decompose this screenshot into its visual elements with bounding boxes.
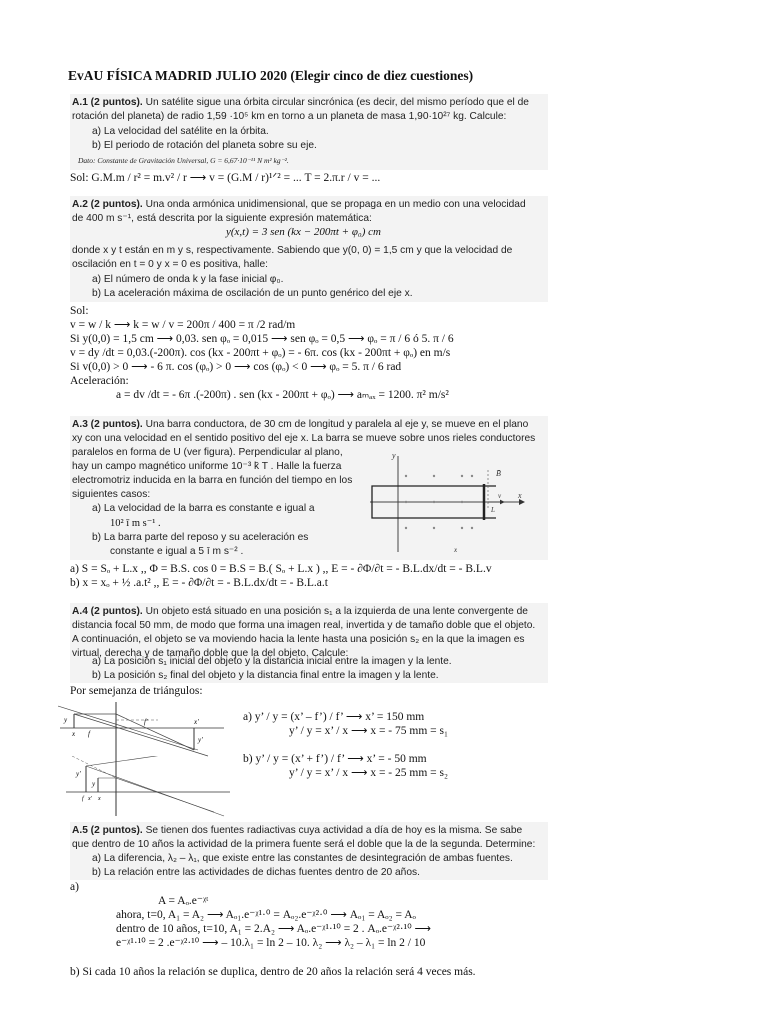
a1-item-b: b) El periodo de rotación del planeta sobre su eje. [92,140,317,151]
a4-fig2-y2: y' [76,770,81,778]
a2-sol-3: v = dy /dt = 0,03.(-200π). cos (kx - 200πt + φₒ) = - 6π. cos (kx - 200πt + φₒ) en m/s [70,347,451,359]
a4-item-a: a) La posición s₁ inicial del objeto y la distancia inicial entre la imagen y la lente. [92,656,452,667]
a1-line2: rotación del planeta) de radio 1,59 ·10⁵ km en torno a un planeta de masa 1,90·10²⁷ kg. Calcule: [72,111,507,122]
question-a4 [70,603,548,683]
a1-line1: Un satélite sigue una órbita circular sincrónica (es decir, del mismo período que el de [145,97,529,108]
a1-solution: Sol: G.M.m / r² = m.v² / r ⟶ v = (G.M / r)¹ᐟ² = ... T = 2.π.r / v = ... [70,172,381,184]
a3-line4: hay un campo magnético uniforme 10⁻³ k̄ T . Halle la fuerza [72,461,342,472]
a2-sol-2: Si y(0,0) = 1,5 cm ⟶ 0,03. sen φₒ = 0,015 ⟶ sen φₒ = 0,5 ⟶ φₒ = π / 6 ó 5. π / 6 [70,333,454,345]
a3-fig-v-label: v [498,492,502,500]
a4-item-b: b) La posición s₂ final del objeto y la distancia final entre la imagen y la lente. [92,670,439,681]
a4-fig1-y: y [64,716,68,724]
a4-fig2-x: x [98,796,101,802]
question-a5 [70,822,548,880]
a1-item-a: a) La velocidad del satélite en la órbita. [92,126,269,137]
a4-solution-b1: b) y’ / y = (x’ + f’) / f’ ⟶ x’ = - 50 mm [243,753,427,765]
a4-fig1-f2: f' [144,718,148,726]
a4-solution-b2: y’ / y = x’ / x ⟶ x = - 25 mm = s₂ [289,767,448,779]
a3-solution-b: b) x = xₒ + ½ .a.t² ,, E = - ∂Φ/∂t = - B.L.dx/dt = - B.L.a.t [70,577,328,589]
a3-fig-b-label: B̄ [496,469,501,478]
a2-line4: oscilación en t = 0 y x = 0 es positiva, halle: [72,259,268,270]
a2-line3: donde x y t están en m y s, respectivamente. Sabiendo que y(0, 0) = 1,5 cm y que la velocidad de [72,245,513,256]
a5-solution-b: b) Si cada 10 años la relación se duplica, dentro de 20 años la relación será 4 veces más. [70,966,476,978]
a3-item-b: b) La barra parte del reposo y su aceleración es [92,532,309,543]
a3-fig-x-label: x [518,491,522,500]
a3-line3: paralelos en forma de U (ver figura). Perpendicular al plano, [72,447,343,458]
question-a2 [70,196,548,302]
a5-item-b: b) La relación entre las actividades de dichas fuentes dentro de 20 años. [92,867,420,878]
a5-heading: A.5 (2 puntos). [72,825,143,836]
a5-solution-1: A = Aₒ.e⁻ᵡᵗ [158,895,209,907]
a3-item-b-value: constante e igual a 5 ī m s⁻² . [110,546,244,557]
a3-figure [364,448,540,558]
a4-fig1-x: x [72,730,76,738]
a1-heading: A.1 (2 puntos). [72,97,143,108]
a3-line1: Una barra conductora, de 30 cm de longitud y paralela al eje y, se mueve en el plano [145,419,529,430]
a3-line6: siguientes casos: [72,489,151,500]
a2-line1: Una onda armónica unidimensional, que se propaga en un medio con una velocidad [145,199,526,210]
a4-solution-a1: a) y’ / y = (x’ – f’) / f’ ⟶ x’ = 150 mm [243,711,425,723]
a2-sol-4: Si v(0,0) > 0 ⟶ - 6 π. cos (φₒ) > 0 ⟶ cos (φₒ) < 0 ⟶ φₒ = 5. π / 6 rad [70,361,402,373]
a5-solution-4: e⁻ᵡ¹·¹⁰ = 2 .e⁻ᵡ²·¹⁰ ⟶ – 10.λ₁ = ln 2 – 10. λ₂ ⟶ λ₂ – λ₁ = ln 2 / 10 [116,937,426,949]
a3-fig-y-label: y [392,451,396,460]
a4-line3: A continuación, el objeto se va moviendo hacia la lente hasta una posición s₂ en la que la imagen es [72,634,525,645]
a3-solution-a: a) S = Sₒ + L.x ,, Φ = B.S. cos 0 = B.S = B.( Sₒ + L.x ) ,, E = - ∂Φ/∂t = - B.L.dx/dt = - B.L.v [70,563,492,575]
a2-sol-6: a = dv /dt = - 6π .(-200π) . sen (kx - 200πt + φₒ) ⟶ aₘₐₓ = 1200. π² m/s² [116,389,449,401]
a5-line2: que dentro de 10 años la actividad de la primera fuente será el doble que la de la segunda. Determine: [72,839,536,850]
a1-dato: Dato: Constante de Gravitación Universal, G = 6,67·10⁻¹¹ N m² kg⁻². [78,156,289,165]
a3-line5: electromotriz inducida en la barra en función del tiempo en los [72,475,353,486]
a2-sol-5: Aceleración: [70,375,129,387]
a5-line1: Se tienen dos fuentes radiactivas cuya actividad a día de hoy es la misma. Se sabe [145,825,523,836]
a2-item-a: a) El número de onda k y la fase inicial φ₀. [92,274,284,285]
a4-line1: Un objeto está situado en una posición s₁ a la izquierda de una lente convergente de [145,606,528,617]
a3-fig-x2-label: x [454,546,458,554]
page-title: EvAU FÍSICA MADRID JULIO 2020 (Elegir cinco de diez cuestiones) [68,68,474,83]
a4-fig2-f: f [82,796,84,802]
a4-fig2-y: y [92,780,96,788]
a2-equation: y(x,t) = 3 sen (kx − 200πt + φ₀) cm [226,226,381,238]
a3-fig-l-label: L [491,506,495,514]
a4-fig1-x2: x' [194,718,199,726]
a4-figure-virtual-image [64,756,234,818]
a4-fig1-y2: y' [198,736,203,744]
a4-fig2-x2: x' [88,796,92,802]
a2-sol-1: v = w / k ⟶ k = w / v = 200π / 400 = π /2 rad/m [70,319,296,331]
a3-item-a-value: 10² ī m s⁻¹ . [110,518,161,529]
a2-line2: de 400 m s⁻¹, está descrita por la siguiente expresión matemática: [72,213,372,224]
a4-line4: virtual, derecha y de tamaño doble que la del objeto. Calcule: [72,648,349,659]
a5-solution-3: dentro de 10 años, t=10, A₁ = 2.A₂ ⟶ Aₒ.e⁻ᵡ¹·¹⁰ = 2 . Aₒ.e⁻ᵡ²·¹⁰ ⟶ [116,923,432,935]
a2-sol-0: Sol: [70,305,89,317]
a4-line2: distancia focal 50 mm, de modo que forma una imagen real, invertida y de tamaño doble que el objeto. [72,620,536,631]
a5-solution-2: ahora, t=0, A₁ = A₂ ⟶ Aₒ₁.e⁻ᵡ¹·⁰ = Aₒ₂.e⁻ᵡ²·⁰ ⟶ Aₒ₁ = Aₒ₂ = Aₒ [116,909,416,921]
a2-heading: A.2 (2 puntos). [72,199,143,210]
a4-heading: A.4 (2 puntos). [72,606,143,617]
a4-semejanza: Por semejanza de triángulos: [70,685,203,697]
a4-solution-a2: y’ / y = x’ / x ⟶ x = - 75 mm = s₁ [289,725,448,737]
a4-figure-real-image [58,700,228,762]
a4-fig1-f: f [88,730,90,738]
a3-item-a: a) La velocidad de la barra es constante e igual a [92,503,315,514]
a5-item-a: a) La diferencia, λ₂ – λ₁, que existe entre las constantes de desintegración de ambas fuentes. [92,853,513,864]
a2-item-b: b) La aceleración máxima de oscilación de un punto genérico del eje x. [92,288,413,299]
a3-heading: A.3 (2 puntos). [72,419,143,430]
a3-line2: xy con una velocidad en el sentido positivo del eje x. La barra se mueve sobre unos rieles conductores [72,433,536,444]
a5-solution-a-label: a) [70,881,79,893]
question-a1 [70,94,548,170]
